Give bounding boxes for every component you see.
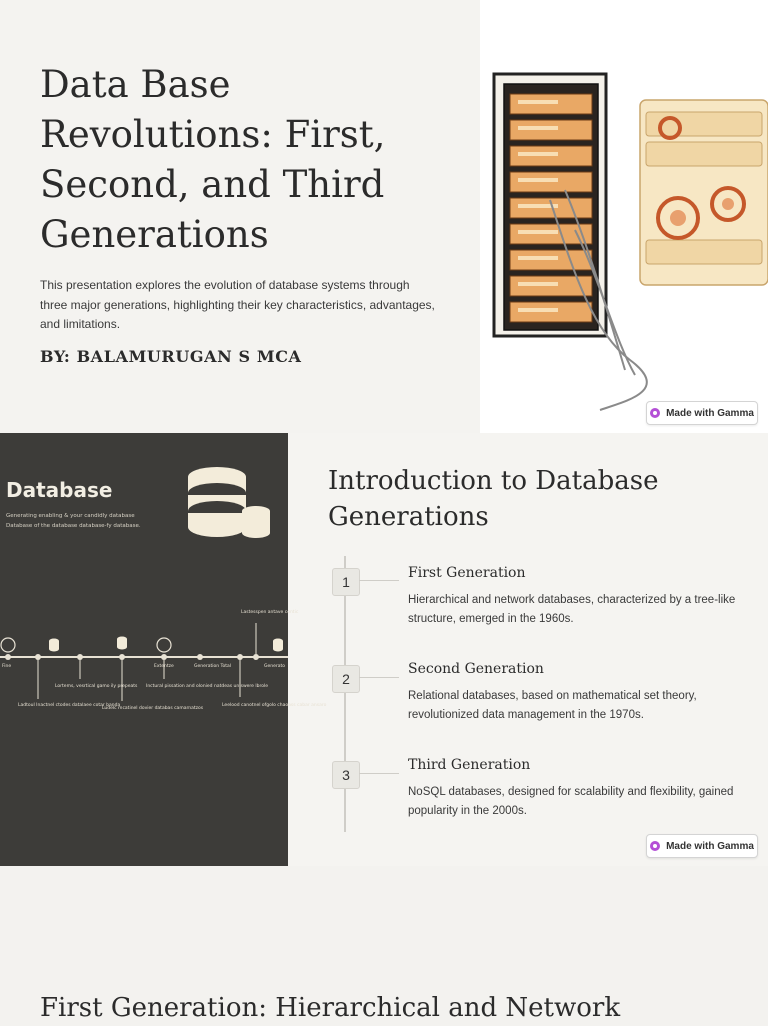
step-title-3: Third Generation xyxy=(408,757,531,773)
step-number-3: 3 xyxy=(332,761,360,789)
timeline-line xyxy=(344,556,346,832)
presentation-description: This presentation explores the evolution of database systems through three major generations, highlighting their key characteristics, advantages, and limitations. xyxy=(40,278,435,331)
step-number-2: 2 xyxy=(332,665,360,693)
timeline-label-1: Fine xyxy=(2,664,12,669)
step-description-1: Hierarchical and network databases, characterized by a tree-like structure, emerged in the 1960s. xyxy=(408,594,736,625)
home-icon xyxy=(157,638,171,652)
step-title-1: First Generation xyxy=(408,565,526,581)
badge-label: Made with Gamma xyxy=(666,840,754,852)
section-title: First Generation: Hierarchical and Network xyxy=(40,993,621,1023)
timeline-label-4: Generato xyxy=(264,664,286,669)
database-timeline-illustration xyxy=(0,433,327,866)
timeline-label-3: Generation Total xyxy=(194,664,232,669)
slide-title xyxy=(0,0,768,433)
timeline-annotation-1: Lastesspen antave contic xyxy=(241,610,299,615)
illustration-subline-2: Database of the database database-fy database. xyxy=(6,523,141,529)
timeline-annotation-5: Ludelc mcatinel dovier databas camarnatzos xyxy=(102,706,204,711)
lock-icon xyxy=(1,638,15,652)
step-connector-1 xyxy=(359,580,399,581)
presentation-title: Data Base Revolutions: First, Second, and Third Generations xyxy=(40,63,386,256)
author-line: BY: BALAMURUGAN S MCA xyxy=(40,347,302,366)
step-connector-3 xyxy=(359,773,399,774)
illustration-subline-1: Generating enabling & your candidly database xyxy=(6,513,135,519)
illustration-heading: Database xyxy=(6,478,113,502)
section-title: Introduction to Database Generations xyxy=(328,466,659,532)
made-with-gamma-badge[interactable] xyxy=(646,834,758,858)
timeline-annotation-2: Lortems, vesrtical gamo ily prepeats xyxy=(55,684,138,689)
step-description-2: Relational databases, based on mathematical set theory, revolutionized data management in the 1970s. xyxy=(408,690,697,721)
database-stack-icon xyxy=(188,467,270,538)
server-rack-illustration xyxy=(480,0,768,433)
step-number-1: 1 xyxy=(332,568,360,596)
gamma-logo-icon xyxy=(650,408,660,418)
database-timeline-graphic xyxy=(0,433,327,866)
timeline-label-2: Extentze xyxy=(154,664,174,669)
timeline-annotation-4: Ladtoul Inactnel ctodes datalaee cotar banda xyxy=(18,703,121,708)
made-with-gamma-badge[interactable] xyxy=(646,401,758,425)
slide-introduction xyxy=(0,433,768,866)
slide-first-generation xyxy=(0,866,768,1024)
step-connector-2 xyxy=(359,677,399,678)
server-rack-icon xyxy=(480,0,768,433)
step-description-3: NoSQL databases, designed for scalability and flexibility, gained popularity in the 2000s. xyxy=(408,786,734,817)
gamma-logo-icon xyxy=(650,841,660,851)
step-title-2: Second Generation xyxy=(408,661,544,677)
timeline-annotation-3: Inctural pissation and olonied natdeas un swere lbrole xyxy=(146,684,269,689)
badge-label: Made with Gamma xyxy=(666,407,754,419)
timeline-annotation-6: Leelood canotnel ofgolo chaoass cabar ansaro xyxy=(222,703,327,708)
